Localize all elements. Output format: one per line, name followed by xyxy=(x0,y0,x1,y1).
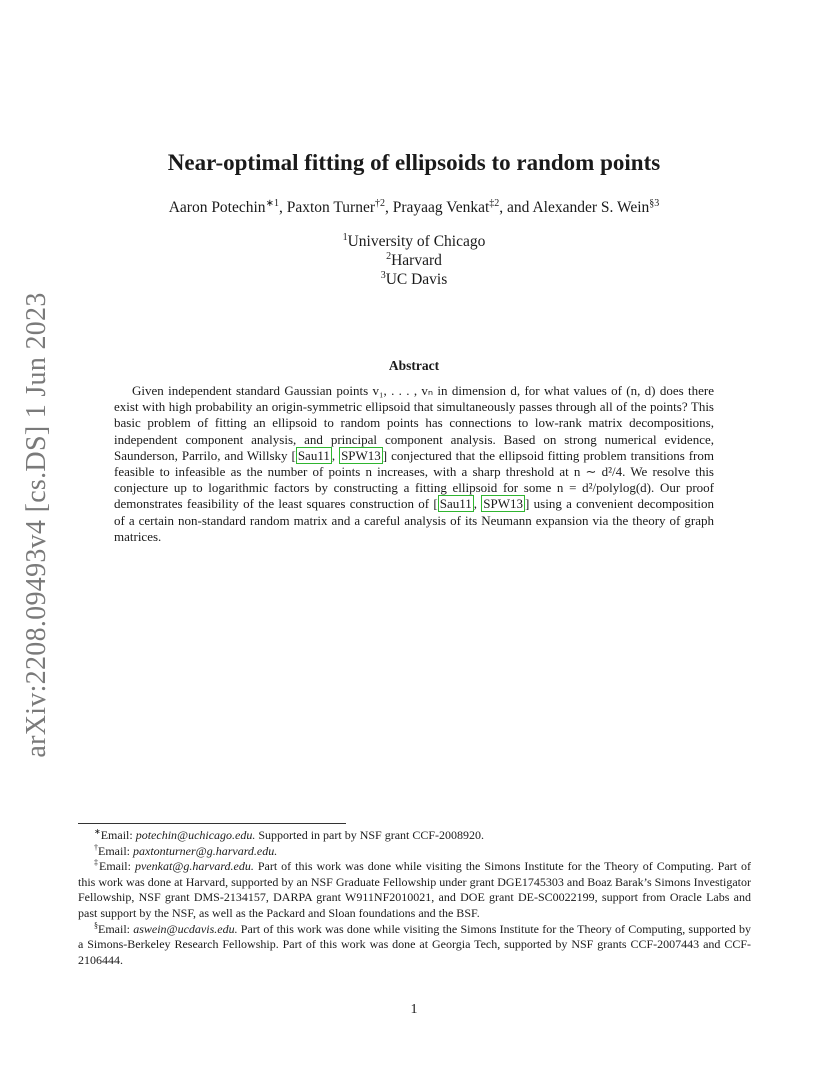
affiliation xyxy=(0,270,828,289)
citation-link[interactable]: Sau11 xyxy=(297,447,330,463)
abstract-text: conjectured that the ellipsoid fitting problem transitions from feasible to infeasible as the number of points n increases, with a sharp threshold at n ∼ d²/4. We resolve this conjecture up to logarithmic factors by constructing a fitting ellipsoid for some n = d²/polylog(d). Our proof demonstrates feasibility of the least squares construction of xyxy=(114,447,714,512)
author-name: Paxton Turner xyxy=(286,199,375,216)
footnote-mark: † xyxy=(94,842,98,852)
author-name: Prayaag Venkat xyxy=(392,199,490,216)
footnote-label: Email: xyxy=(100,828,136,842)
footnote xyxy=(78,922,751,969)
footnote-text: Part of this work was done while visiting the Simons Institute for the Theory of Computing. Part of this work was done at Harvard, supported by an NSF Graduate Fellowship under grant DGE1745303 and Boaz Barak’s Simons Investigator Fellowship, NSF grant DMS-2134157, DARPA grant W911NF2010021, and DOE grant DE-SC0022199, support from Oracle Labs and past support by the NSF, as well as the Packard and Sloan foundations and the BSF. xyxy=(78,859,751,920)
abstract-body: Given independent standard Gaussian points v₁, . . . , vₙ in dimension d, for what values of (n, d) does there exist with high probability an origin-symmetric ellipsoid that simultaneously passes through all of the points? This basic problem of fitting an ellipsoid to random points has connections to low-rank matrix decompositions, independent component analysis, and principal component analysis. Based on strong numerical evidence, Saunderson, Parrilo, and Willsky [ Sau11 , SPW13 ] conjectured that the ellipsoid fitting problem transitions from feasible to infeasible as the number of points n increases, with a sharp threshold at n ∼ d²/4. We resolve this conjecture up to logarithmic factors by constructing a fitting ellipsoid for some n = d²/polylog(d). Our proof demonstrates feasibility of the least squares construction of [ Sau11 , SPW13 ] using a convenient decomposition of a certain non-standard random matrix and a careful analysis of its Neumann expansion via the theory of graph matrices. xyxy=(114,383,714,544)
author-mark: ‡2 xyxy=(489,198,500,209)
author-mark: §3 xyxy=(649,198,660,209)
affiliation-list xyxy=(0,232,828,289)
affiliation-name: UC Davis xyxy=(385,271,448,288)
abstract-heading: Abstract xyxy=(388,358,440,373)
email-address: pvenkat@g.harvard.edu. xyxy=(134,859,254,874)
footnote-label: Email: xyxy=(98,921,134,936)
footnote xyxy=(78,844,751,860)
affiliation xyxy=(0,251,828,270)
footnote-mark: ‡ xyxy=(94,858,99,868)
email-address: aswein@ucdavis.edu. xyxy=(133,921,238,936)
footnote-text: Supported in part by NSF grant CCF-2008920. xyxy=(255,828,485,842)
footnotes xyxy=(78,828,751,968)
author-separator: , xyxy=(384,199,393,216)
email-address: potechin@uchicago.edu. xyxy=(135,828,256,842)
footnote-mark: ∗ xyxy=(94,827,101,836)
affiliation-mark: 1 xyxy=(342,232,348,243)
arxiv-identifier: arXiv:2208.09493v4 [cs.DS] 1 Jun 2023 xyxy=(21,292,52,758)
footnote-rule xyxy=(78,823,346,824)
author-mark: †2 xyxy=(374,198,385,209)
affiliation-mark: 3 xyxy=(380,270,386,281)
page-number: 1 xyxy=(410,1002,418,1017)
citation-link[interactable]: SPW13 xyxy=(483,496,524,512)
author-name: Alexander S. Wein xyxy=(532,199,650,216)
citation-link[interactable]: Sau11 xyxy=(439,496,472,512)
footnote-label: Email: xyxy=(98,843,133,858)
footnote-mark: § xyxy=(94,920,98,930)
email-address: paxtonturner@g.harvard.edu. xyxy=(133,843,278,858)
abstract-text: Given independent standard Gaussian points v₁, . . . , vₙ in dimension d, for what values of (n, d) does there exist with high probability an origin-symmetric ellipsoid that simultaneously passes through all of the points? This basic problem of fitting an ellipsoid to random points has connections to low-rank matrix decompositions, independent component analysis, and principal component analysis. Based on strong numerical evidence, Saunderson, Parrilo, and Willsky xyxy=(114,383,714,463)
footnote xyxy=(78,859,751,921)
affiliation-mark: 2 xyxy=(386,251,392,262)
abstract-text: using a convenient decomposition of a certain non-standard random matrix and a careful analysis of its Neumann expansion via the theory of graph matrices. xyxy=(114,496,714,544)
author-separator: , xyxy=(278,199,287,216)
author-list xyxy=(0,199,828,217)
affiliation-name: University of Chicago xyxy=(347,233,486,250)
affiliation-name: Harvard xyxy=(391,252,442,269)
author-separator: , and xyxy=(499,199,533,216)
footnote-text: Part of this work was done while visiting the Simons Institute for the Theory of Computing, supported by a Simons-Berkeley Research Fellowship. Part of this work was done at Georgia Tech, supported by NSF grants CCF-2007443 and CCF-2106444. xyxy=(78,921,751,967)
author-mark: ∗1 xyxy=(265,198,279,209)
citation-link[interactable]: SPW13 xyxy=(341,447,381,463)
footnote xyxy=(78,828,751,844)
paper-title: Near-optimal fitting of ellipsoids to random points xyxy=(167,150,661,175)
author-name: Aaron Potechin xyxy=(168,199,266,216)
footnote-label: Email: xyxy=(98,859,135,874)
affiliation xyxy=(0,232,828,251)
